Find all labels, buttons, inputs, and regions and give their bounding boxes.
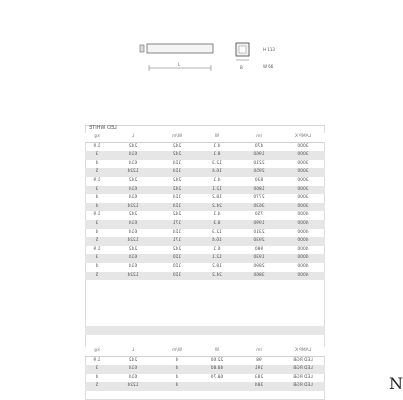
table-cell: 980 [254,246,264,252]
table-row [85,382,325,391]
table-cell: 2310 [253,229,265,235]
table-cell: 614 [128,160,138,166]
table-row [85,374,325,383]
table-cell: 4 [95,203,99,209]
table-cell: 8.3 [213,220,221,226]
table-cell: 12.1 [212,186,222,192]
product-drawing [85,0,325,125]
table-cell: 4000 [297,246,309,252]
table-cell: 242 [128,357,138,363]
table-cell: 4 [175,357,179,363]
table-cell: 3000 [297,203,309,209]
led-rgb-table [85,347,325,391]
table-cell: 242 [172,246,182,252]
table-cell: 1860 [253,186,265,192]
table-gap-band [85,326,325,335]
table-cell: 1Σ4 [172,160,182,166]
table-cell: 242 [128,212,138,218]
table-cell: 242 [128,177,138,183]
table-row [85,272,325,281]
table-cell: 1960 [253,152,265,158]
header-w: W [214,134,220,139]
datasheet-panel [85,0,325,400]
table-cell: 3000 [297,186,309,192]
table-row [85,177,325,186]
header-l: L [131,348,135,353]
table-cell: 830 [254,177,264,183]
table-cell: 1.9 [93,177,101,183]
header-lamp-k: LAMP K [294,348,312,353]
table-row [85,254,325,263]
table-row [85,211,325,220]
table-cell: 3 [95,366,99,372]
table-cell: 1Σ0 [172,255,182,261]
table-cell: 1224 [127,383,139,389]
table-cell: 614 [128,374,138,380]
led-white-table [85,133,325,280]
table-row [85,143,325,152]
table-cell: 242 [172,143,182,149]
table-cell: 1Σ0 [172,272,182,278]
table-cell: 68.70 [210,374,224,380]
header-w: W [214,348,220,353]
table-cell: 98 [256,357,262,363]
table-cell: 6.1 [213,246,221,252]
table-cell: 4000 [297,220,309,226]
table-cell: 614 [128,195,138,201]
led-rgb-table-body [85,357,325,391]
table-cell: 3 [95,220,99,226]
header-kg: kg [94,134,100,139]
table-cell: LED RGB [293,383,313,389]
table-cell: 2930 [253,238,265,244]
table-row [85,186,325,195]
table-cell: 4 [95,160,99,166]
table-cell: 16.4 [212,238,222,244]
table-row [85,151,325,160]
table-cell: 4 [175,383,179,389]
table-cell: 8.1 [213,152,221,158]
end-cap-left [140,45,144,52]
table-cell: 3 [95,255,99,261]
table-cell: 4000 [297,255,309,261]
table-cell: 614 [128,366,138,372]
table-row [85,194,325,203]
header-lm: lm [256,348,262,353]
table-cell: 3000 [297,160,309,166]
table-cell: 3000 [297,169,309,175]
table-cell: 1Σ4 [172,195,182,201]
table-cell: 3000 [297,177,309,183]
table-cell: 171 [172,220,182,226]
table-cell: 3 [95,186,99,192]
table-row [85,229,325,238]
table-row [85,203,325,212]
table-cell: 24.2 [212,203,222,209]
header-lm: lm [256,134,262,139]
table-cell: 4.1 [213,143,221,149]
table-row [85,263,325,272]
table-cell: 1Σ4 [172,169,182,175]
table-cell: 12.1 [212,255,222,261]
table-cell: 614 [128,229,138,235]
table-row [85,357,325,366]
table-cell: 384 [254,383,264,389]
table-cell: 1224 [127,203,139,209]
section-title-text: LED WHITE [89,125,117,131]
table-cell: 18.2 [212,263,222,269]
table-row [85,160,325,169]
header-wm: W/m [171,134,183,139]
table-cell: 1.9 [93,357,101,363]
table-cell: 242 [172,177,182,183]
table-cell: 1Σ4 [172,203,182,209]
table-cell: 4000 [297,263,309,269]
luminaire-side-view [147,44,213,53]
table-cell: 171 [172,238,182,244]
table-cell: 1.9 [93,143,101,149]
table-row [85,168,325,177]
table-cell: 191 [254,366,264,372]
table-cell: 16.4 [212,169,222,175]
table-cell: 2890 [253,263,265,269]
profile-b-label: B [240,65,243,70]
table-cell: 750 [254,212,264,218]
table-row [85,246,325,255]
corner-mark: N [389,374,403,393]
table-cell: 614 [128,152,138,158]
table-cell: 4 [95,195,99,201]
table-cell: 1930 [253,255,265,261]
table-cell: 3 [95,152,99,158]
table-cell: 1224 [127,238,139,244]
table-cell: 1990 [253,220,265,226]
table-cell: 3000 [297,143,309,149]
table-cell: 4 [175,366,179,372]
table-cell: 22.60 [210,357,224,363]
table-cell: 3630 [253,203,265,209]
table-row [85,365,325,374]
table-cell: 4000 [297,272,309,278]
table-cell: 470 [254,143,264,149]
profile-width-label: W 66 [263,64,274,69]
dimension-drawing [85,0,325,125]
table-cell: LED RGB [293,374,313,380]
table-cell: 2770 [253,195,265,201]
table-cell: 242 [128,143,138,149]
table-cell: 1Σ0 [172,263,182,269]
table-cell: 4000 [297,238,309,244]
table-cell [197,382,237,391]
table-cell: 12.3 [212,229,222,235]
header-lamp-k: LAMP K [294,134,312,139]
table-cell: 4000 [297,229,309,235]
table-cell: 2210 [253,160,265,166]
table-cell: 614 [128,186,138,192]
table-cell: 614 [128,220,138,226]
header-kg: kg [94,348,100,353]
table-cell: 242 [172,152,182,158]
profile-inner [239,46,246,53]
table-cell: 242 [172,212,182,218]
table-cell: 3000 [297,152,309,158]
header-l: L [131,134,135,139]
table-header-row [85,133,325,143]
table-row [85,220,325,229]
table-cell: 24.2 [212,272,222,278]
profile-height-label: H 113 [263,47,275,52]
table-cell: 283 [254,374,264,380]
table-cell: 18.2 [212,195,222,201]
table-cell: 4.1 [213,177,221,183]
table-cell: LED RGB [293,366,313,372]
table-cell: LED RGB [293,357,313,363]
table-cell: 5 [95,169,99,175]
table-cell: 1.9 [93,246,101,252]
table-cell: 4 [95,374,99,380]
table-cell: 5 [95,272,99,278]
table-cell: 4 [95,229,99,235]
table-cell: 242 [128,246,138,252]
table-cell: 2950 [253,169,265,175]
header-wm: W/m [171,348,183,353]
table-cell: 614 [128,263,138,269]
led-white-table-body [85,143,325,281]
table-header-row [85,347,325,357]
length-label: L [178,62,181,67]
table-cell: 4.1 [213,212,221,218]
section-title-led-white [85,125,325,132]
table-cell: 242 [172,186,182,192]
table-cell: 1.9 [93,212,101,218]
table-cell: 48.80 [210,366,224,372]
table-cell: 3000 [297,195,309,201]
table-cell: 12.3 [212,160,222,166]
table-cell: 3860 [253,272,265,278]
table-cell: 5 [95,238,99,244]
table-cell: 4 [175,374,179,380]
table-cell: 4000 [297,212,309,218]
table-cell: 1Σ4 [172,229,182,235]
table-cell: 5 [95,383,99,389]
table-cell: 1224 [127,272,139,278]
table-cell: 614 [128,255,138,261]
table-cell: 4 [95,263,99,269]
table-row [85,237,325,246]
table-cell: 1224 [127,169,139,175]
